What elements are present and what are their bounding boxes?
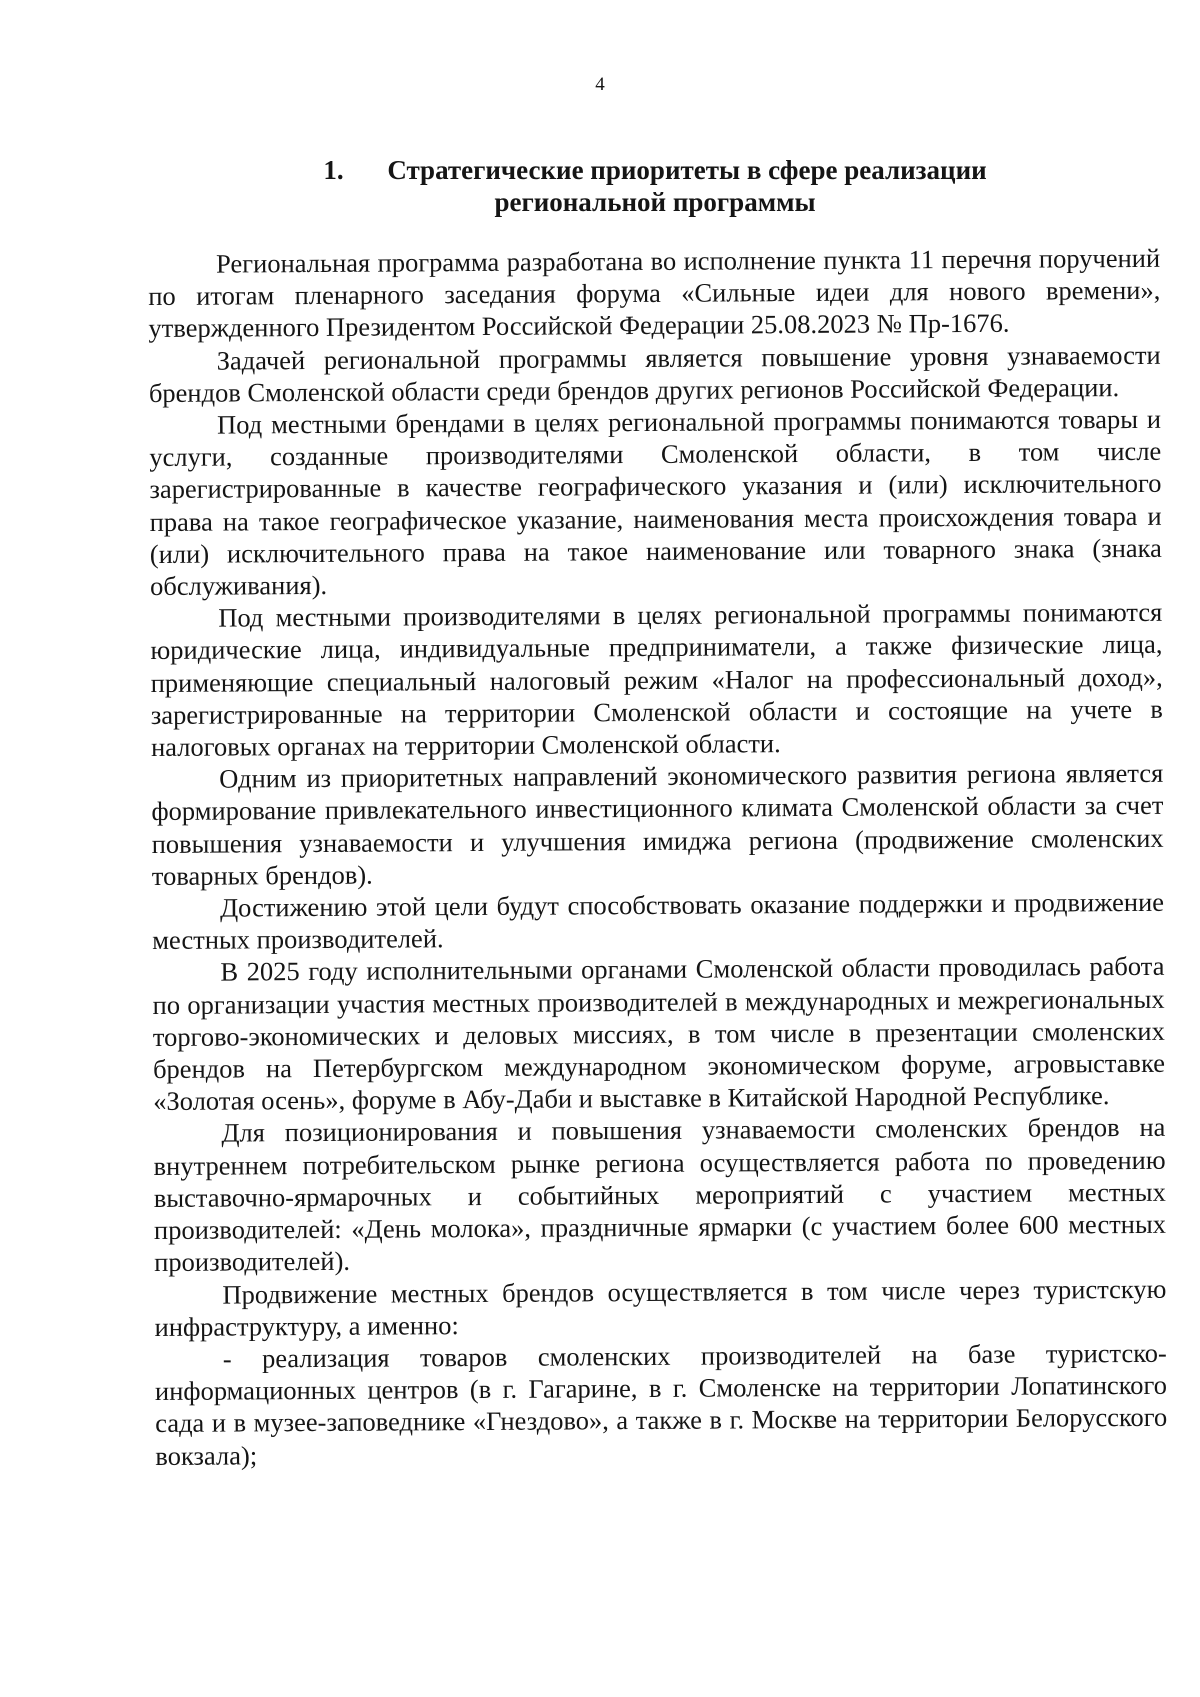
paragraph-priority-direction: Одним из приоритетных направлений экономического развития региона является формирование привлекательного инвестиционного климата Смоленской области за счет повышения узнаваемости и улучшения имиджа региона (продвижение смоленских товарных брендов). <box>151 758 1164 891</box>
paragraph-tourism-promotion: Продвижение местных брендов осуществляется в том числе через туристскую инфраструктуру, а именно: <box>154 1273 1167 1342</box>
paragraph-purpose: Региональная программа разработана во исполнение пункта 11 перечня поручений по итогам пленарного заседания форума «Сильные идеи для нового времени», утвержденного Президентом Российской Федерации 25.08.2023 № Пр-1676. <box>148 242 1161 344</box>
paragraph-positioning: Для позиционирования и повышения узнаваемости смоленских брендов на внутреннем потребительском рынке региона осуществляется работа по проведению выставочно-ярмарочных и событийных мероприятий с участием местных производителей: «День молока», праздничные ярмарки (с участием более 600 местных производителей). <box>153 1112 1167 1278</box>
paragraph-2025-work: В 2025 году исполнительными органами Смоленской области проводилась работа по организации участия местных производителей в международных и межрегиональных торгово-экономических и деловых миссиях, в том числе в презентации смоленских брендов на Петербургском международном экономическом форуме, агровыставке «Золотая осень», форуме в Абу-Даби и выставке в Китайской Народной Республике. <box>152 951 1166 1117</box>
paragraph-goal-support: Достижению этой цели будут способствовать оказание поддержки и продвижение местных производителей. <box>152 886 1165 956</box>
document-body <box>148 242 1167 1472</box>
paragraph-local-producers-definition: Под местными производителями в целях региональной программы понимаются юридические лица, индивидуальные предприниматели, а также физические лица, применяющие специальный налоговый режим «Налог на профессиональный доход», зарегистрированные на территории Смоленской области и состоящие на учете в налоговых органах на территории Смоленской области. <box>150 597 1163 763</box>
paragraph-task: Задачей региональной программы является повышение уровня узнаваемости брендов Смоленской области среди брендов других регионов Российской Федерации. <box>148 339 1161 408</box>
section-title-line-2: региональной программы <box>494 187 816 217</box>
paragraph-local-brands-definition: Под местными брендами в целях региональной программы понимаются товары и услуги, созданные производителями Смоленской области, в том числе зарегистрированные в качестве географического указания и (или) исключительного права на такое географическое указание, наименования места происхождения товара и (или) исключительного права на такое наименование или товарного знака (знака обслуживания). <box>149 403 1162 602</box>
page-number: 4 <box>595 74 605 95</box>
section-number: 1. <box>323 155 344 185</box>
section-title-line-1 <box>150 154 1160 186</box>
list-item-tourist-centers: - реализация товаров смоленских производителей на базе туристско-информационных центров (в г. Гагарине, в г. Смоленске на территории Лопатинского сада и в музее-заповеднике «Гнездово», а также в г. Москве на территории Белорусского вокзала); <box>154 1337 1168 1471</box>
section-title-text: Стратегические приоритеты в сфере реализации <box>387 155 987 185</box>
section-title <box>150 154 1160 218</box>
